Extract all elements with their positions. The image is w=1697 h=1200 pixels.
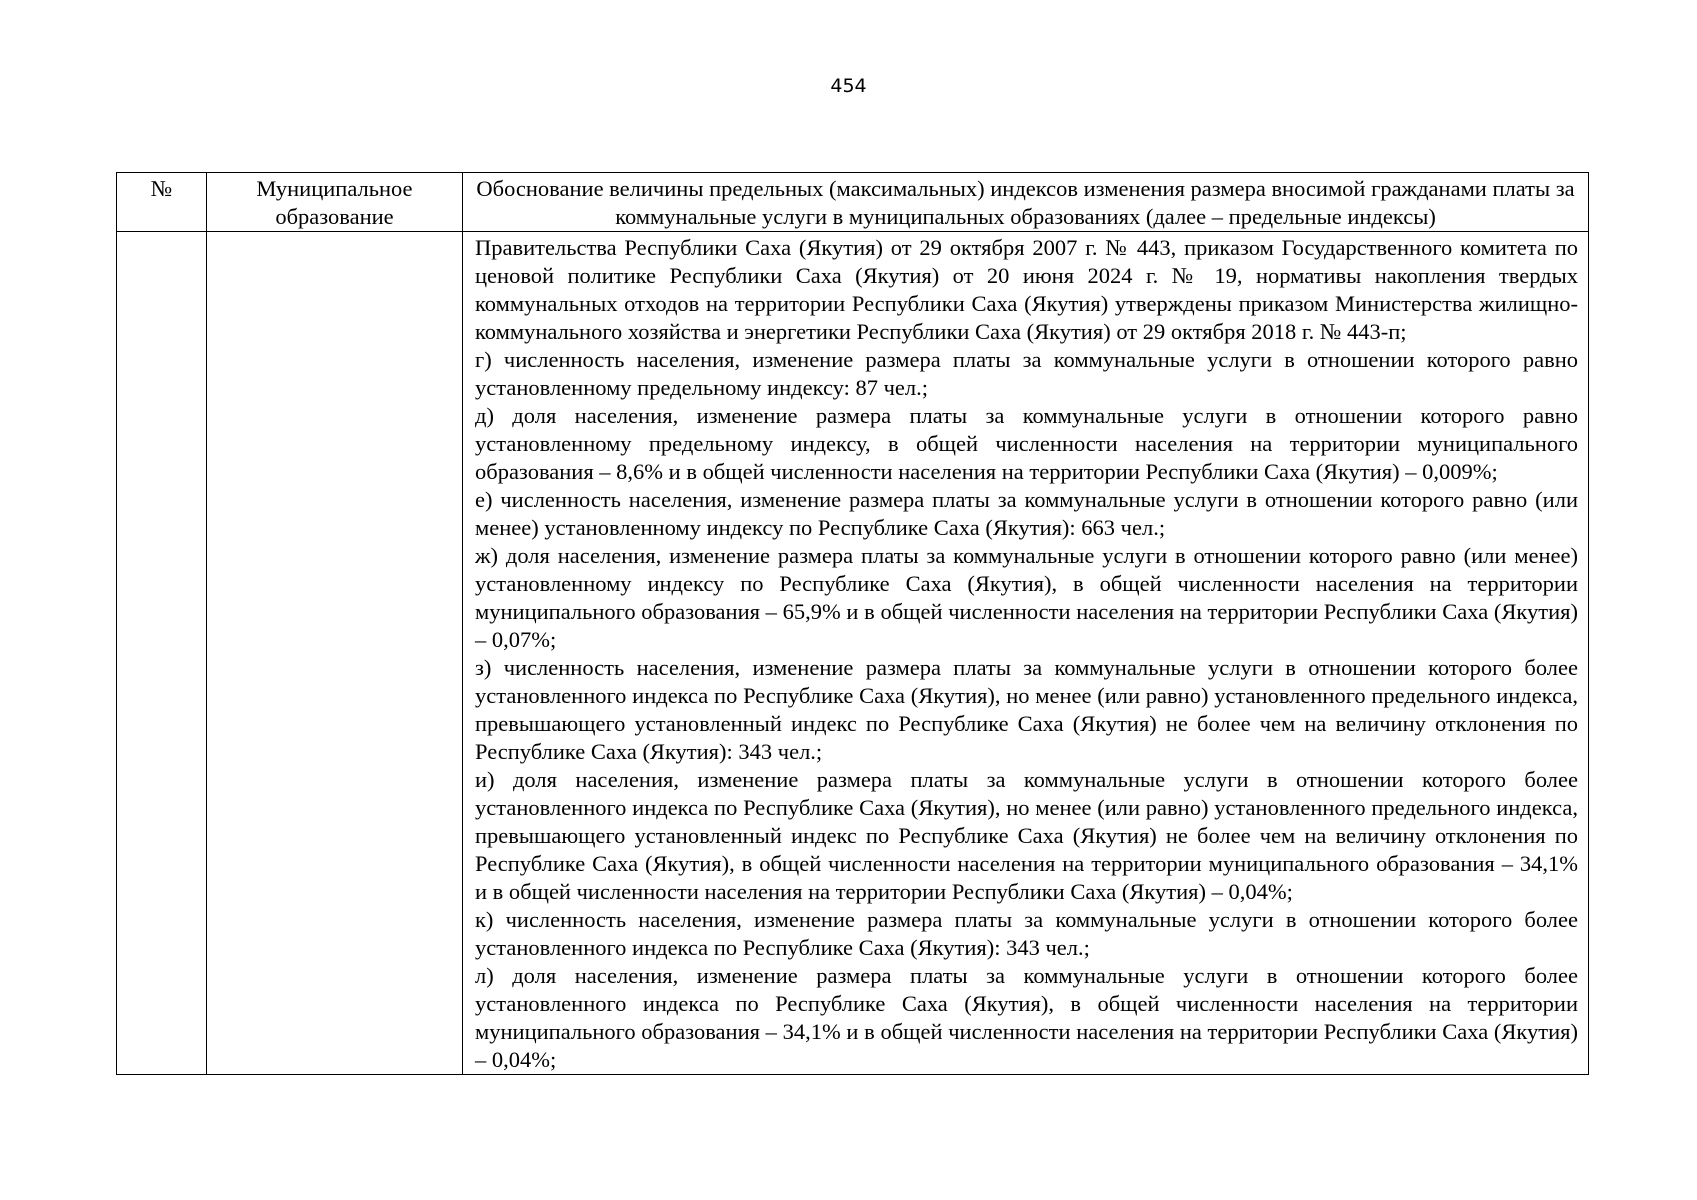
paragraph-g: г) численность населения, изменение размера платы за коммунальные услуги в отношении которого равно установленному предельному индексу: 87 чел.; bbox=[475, 347, 1578, 400]
cell-justification bbox=[463, 232, 1589, 1075]
header-number: № bbox=[117, 173, 207, 232]
justification-table bbox=[116, 172, 1589, 1075]
table-header-row bbox=[117, 173, 1589, 232]
paragraph-z: з) численность населения, изменение размера платы за коммунальные услуги в отношении которого более установленного индекса по Республике Саха (Якутия), но менее (или равно) установленного предельного индекса, превышающего установленный индекс по Республике Саха (Якутия) не более чем на величину отклонения по Республике Саха (Якутия): 343 чел.; bbox=[475, 655, 1578, 764]
page-number: 454 bbox=[830, 75, 867, 97]
table-row bbox=[117, 232, 1589, 1075]
paragraph-d: д) доля населения, изменение размера платы за коммунальные услуги в отношении которого равно установленному предельному индексу, в общей численности населения на территории муниципального образования – 8,6% и в общей численности населения на территории Республики Саха (Якутия) – 0,009%; bbox=[475, 403, 1578, 484]
paragraph-e: е) численность населения, изменение размера платы за коммунальные услуги в отношении которого равно (или менее) установленному индексу по Республике Саха (Якутия): 663 чел.; bbox=[475, 487, 1578, 540]
paragraph-i: и) доля населения, изменение размера платы за коммунальные услуги в отношении которого более установленного индекса по Республике Саха (Якутия), но менее (или равно) установленного предельного индекса, превышающего установленный индекс по Республике Саха (Якутия) не более чем на величину отклонения по Республике Саха (Якутия), в общей численности населения на территории муниципального образования – 34,1% и в общей численности населения на территории Республики Саха (Якутия) – 0,04%; bbox=[475, 767, 1578, 904]
paragraph-k: к) численность населения, изменение размера платы за коммунальные услуги в отношении которого более установленного индекса по Республике Саха (Якутия): 343 чел.; bbox=[475, 907, 1578, 960]
header-justification: Обоснование величины предельных (максимальных) индексов изменения размера вносимой гражданами платы за коммунальные услуги в муниципальных образованиях (далее – предельные индексы) bbox=[463, 173, 1589, 232]
paragraph-zh: ж) доля населения, изменение размера платы за коммунальные услуги в отношении которого равно (или менее) установленному индексу по Республике Саха (Якутия), в общей численности населения на территории муниципального образования – 65,9% и в общей численности населения на территории Республики Саха (Якутия) – 0,07%; bbox=[475, 543, 1578, 652]
paragraph-continuation: Правительства Республики Саха (Якутия) от 29 октября 2007 г. № 443, приказом Государственного комитета по ценовой политике Республики Саха (Якутия) от 20 июня 2024 г. № 19, нормативы накопления твердых коммунальных отходов на территории Республики Саха (Якутия) утверждены приказом Министерства жилищно-коммунального хозяйства и энергетики Республики Саха (Якутия) от 29 октября 2018 г. № 443-п; bbox=[475, 235, 1578, 344]
header-municipality: Муниципальное образование bbox=[207, 173, 463, 232]
paragraph-l: л) доля населения, изменение размера платы за коммунальные услуги в отношении которого более установленного индекса по Республике Саха (Якутия), в общей численности населения на территории муниципального образования – 34,1% и в общей численности населения на территории Республики Саха (Якутия) – 0,04%; bbox=[475, 963, 1578, 1072]
cell-number bbox=[117, 232, 207, 1075]
cell-municipality bbox=[207, 232, 463, 1075]
